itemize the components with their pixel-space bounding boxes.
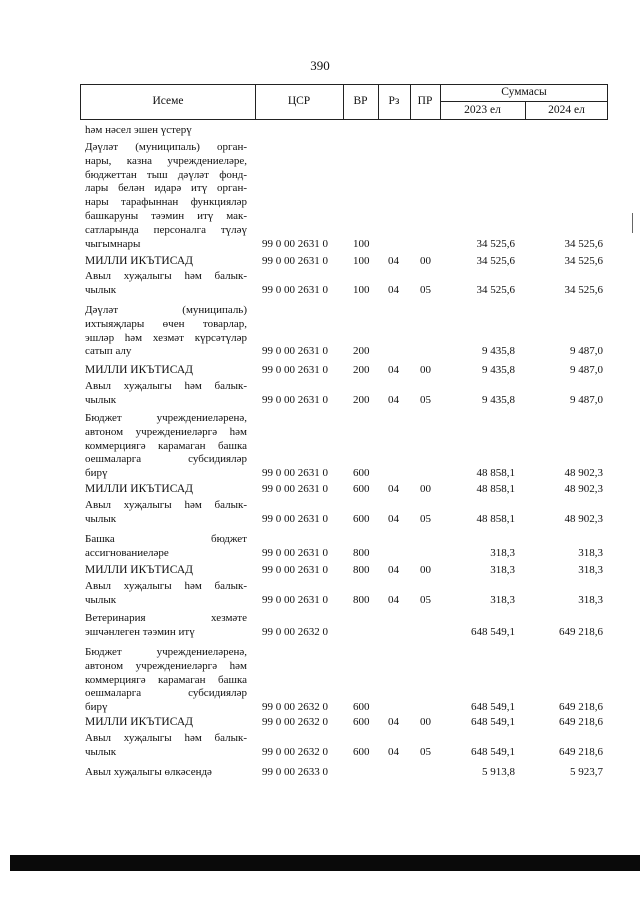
row-name-line: Авыл хуҗалыгы һәм балык- xyxy=(85,580,247,592)
row-name-line: чыгымнары xyxy=(85,237,141,250)
row-name xyxy=(85,380,247,408)
row-name-line: чылык xyxy=(85,393,117,406)
row-pr: 05 xyxy=(420,283,431,296)
row-name xyxy=(85,732,247,760)
row-csr: 99 0 00 2632 0 xyxy=(262,625,328,638)
row-name xyxy=(85,124,247,138)
row-rz: 04 xyxy=(388,716,399,728)
header-top-border xyxy=(80,84,608,85)
row-sum-2024: 318,3 xyxy=(578,546,603,559)
row-sum-2024: 48 902,3 xyxy=(564,483,603,495)
row-name-line: чылык xyxy=(85,512,117,525)
row-csr: 99 0 00 2631 0 xyxy=(262,237,328,250)
header-sums: Суммасы xyxy=(501,86,547,98)
row-csr: 99 0 00 2631 0 xyxy=(262,467,328,480)
row-name-line: МИЛЛИ ИКЪТИСАД xyxy=(85,564,193,576)
row-name-line: МИЛЛИ ИКЪТИСАД xyxy=(85,716,193,728)
row-name xyxy=(85,270,247,298)
row-csr: 99 0 00 2631 0 xyxy=(262,283,328,296)
row-csr: 99 0 00 2631 0 xyxy=(262,546,328,559)
header-mid-border xyxy=(440,101,608,102)
row-name-line: ассигнованиеләре xyxy=(85,546,169,559)
row-name-line: башкаруны тәэмин итү мак- xyxy=(85,209,247,222)
row-sum-2023: 648 549,1 xyxy=(471,745,515,758)
row-name xyxy=(85,141,247,251)
row-name-line: бирү xyxy=(85,701,108,714)
row-sum-2023: 34 525,6 xyxy=(476,255,515,267)
row-pr: 00 xyxy=(420,564,431,576)
row-name-line: бюджеттан тыш дәүләт фонд- xyxy=(85,168,247,181)
row-name-line: Башка бюджет xyxy=(85,533,247,545)
row-sum-2023: 9 435,8 xyxy=(482,393,515,406)
row-csr: 99 0 00 2631 0 xyxy=(262,345,328,358)
row-csr: 99 0 00 2631 0 xyxy=(262,564,328,576)
row-sum-2024: 9 487,0 xyxy=(570,364,603,376)
row-vr: 100 xyxy=(353,255,370,267)
row-name-line: Бюджет учреждениеләренә, xyxy=(85,412,247,424)
row-csr: 99 0 00 2631 0 xyxy=(262,364,328,376)
row-name-line: Авыл хуҗалыгы һәм балык- xyxy=(85,270,247,282)
row-name-line: оешмаларга субсидияләр xyxy=(85,453,247,466)
header-pr: ПР xyxy=(417,95,433,107)
row-sum-2023: 318,3 xyxy=(490,593,515,606)
row-pr: 00 xyxy=(420,716,431,728)
row-name xyxy=(85,499,247,527)
row-vr: 200 xyxy=(353,345,370,358)
header-name: Исеме xyxy=(152,95,184,107)
row-pr: 05 xyxy=(420,593,431,606)
row-pr: 00 xyxy=(420,255,431,267)
row-sum-2023: 648 549,1 xyxy=(471,701,515,714)
row-sum-2023: 318,3 xyxy=(490,546,515,559)
row-name xyxy=(85,483,247,497)
row-sum-2024: 649 218,6 xyxy=(559,625,603,638)
row-name xyxy=(85,564,247,578)
row-name-line: һәм нәсел эшен үстерү xyxy=(85,124,192,136)
row-name-line: сатып алу xyxy=(85,345,132,358)
row-name-line: эшчәнлеген тәэмин итү xyxy=(85,625,195,638)
row-sum-2024: 9 487,0 xyxy=(570,345,603,358)
row-vr: 600 xyxy=(353,483,370,495)
row-name xyxy=(85,364,247,378)
row-sum-2023: 48 858,1 xyxy=(476,467,515,480)
row-name xyxy=(85,716,247,730)
row-name xyxy=(85,304,247,359)
header-vr: ВР xyxy=(353,95,368,107)
row-name-line: Дәүләт (муниципаль) xyxy=(85,304,247,316)
row-sum-2023: 648 549,1 xyxy=(471,716,515,728)
row-sum-2023: 318,3 xyxy=(490,564,515,576)
row-csr: 99 0 00 2632 0 xyxy=(262,716,328,728)
row-sum-2024: 48 902,3 xyxy=(564,512,603,525)
row-vr: 600 xyxy=(353,745,370,758)
row-name-line: МИЛЛИ ИКЪТИСАД xyxy=(85,364,193,376)
row-csr: 99 0 00 2632 0 xyxy=(262,701,328,714)
row-name xyxy=(85,412,247,481)
row-csr: 99 0 00 2631 0 xyxy=(262,483,328,495)
row-sum-2024: 5 923,7 xyxy=(570,766,603,778)
row-vr: 100 xyxy=(353,283,370,296)
row-name-line: чылык xyxy=(85,745,117,758)
row-name xyxy=(85,646,247,715)
row-name-line: Авыл хуҗалыгы һәм балык- xyxy=(85,732,247,744)
row-name-line: Ветеринария хезмәте xyxy=(85,612,247,624)
row-rz: 04 xyxy=(388,364,399,376)
row-sum-2023: 9 435,8 xyxy=(482,345,515,358)
row-csr: 99 0 00 2633 0 xyxy=(262,766,328,778)
row-name-line: МИЛЛИ ИКЪТИСАД xyxy=(85,483,193,495)
page-number: 390 xyxy=(310,58,330,73)
row-sum-2023: 48 858,1 xyxy=(476,483,515,495)
row-name xyxy=(85,612,247,640)
row-vr: 600 xyxy=(353,467,370,480)
row-csr: 99 0 00 2631 0 xyxy=(262,393,328,406)
row-name xyxy=(85,766,247,780)
header-csr: ЦСР xyxy=(287,95,311,107)
row-rz: 04 xyxy=(388,564,399,576)
row-sum-2023: 48 858,1 xyxy=(476,512,515,525)
row-name-line: коммерциягә карамаган башка xyxy=(85,439,247,452)
row-sum-2023: 34 525,6 xyxy=(476,237,515,250)
row-name-line: Дәүләт (муниципаль) орган- xyxy=(85,141,247,153)
header-bottom-border xyxy=(80,119,608,120)
row-name-line: ихтыяҗлары өчен товарлар, xyxy=(85,317,247,330)
row-name-line: эшләр һәм хезмәт күрсәтүләр xyxy=(85,331,247,344)
row-name-line: Авыл хуҗалыгы һәм балык- xyxy=(85,380,247,392)
header-year-2024: 2024 ел xyxy=(548,104,585,116)
row-sum-2024: 318,3 xyxy=(578,593,603,606)
row-vr: 200 xyxy=(353,393,370,406)
row-name xyxy=(85,533,247,561)
row-rz: 04 xyxy=(388,512,399,525)
row-rz: 04 xyxy=(388,745,399,758)
row-sum-2023: 9 435,8 xyxy=(482,364,515,376)
row-pr: 00 xyxy=(420,483,431,495)
row-vr: 800 xyxy=(353,593,370,606)
row-name-line: Авыл хуҗалыгы өлкәсендә xyxy=(85,766,212,778)
row-name-line: нары тарафыннан функцияләр xyxy=(85,196,247,209)
row-csr: 99 0 00 2631 0 xyxy=(262,512,328,525)
row-sum-2023: 34 525,6 xyxy=(476,283,515,296)
row-sum-2024: 318,3 xyxy=(578,564,603,576)
header-year-2023: 2023 ел xyxy=(464,104,501,116)
row-sum-2024: 34 525,6 xyxy=(564,237,603,250)
row-vr: 800 xyxy=(353,546,370,559)
row-vr: 200 xyxy=(353,364,370,376)
row-rz: 04 xyxy=(388,483,399,495)
row-name-line: Авыл хуҗалыгы һәм балык- xyxy=(85,499,247,511)
row-sum-2024: 34 525,6 xyxy=(564,255,603,267)
row-vr: 600 xyxy=(353,512,370,525)
row-csr: 99 0 00 2632 0 xyxy=(262,745,328,758)
row-csr: 99 0 00 2631 0 xyxy=(262,593,328,606)
row-name-line: автоном учреждениеләргә һәм xyxy=(85,659,247,672)
row-vr: 600 xyxy=(353,701,370,714)
row-sum-2024: 34 525,6 xyxy=(564,283,603,296)
row-vr: 100 xyxy=(353,237,370,250)
row-name xyxy=(85,255,247,269)
row-pr: 05 xyxy=(420,512,431,525)
row-sum-2023: 648 549,1 xyxy=(471,625,515,638)
row-sum-2024: 48 902,3 xyxy=(564,467,603,480)
row-name-line: чылык xyxy=(85,283,117,296)
row-rz: 04 xyxy=(388,283,399,296)
row-name-line: МИЛЛИ ИКЪТИСАД xyxy=(85,255,193,267)
row-vr: 800 xyxy=(353,564,370,576)
row-vr: 600 xyxy=(353,716,370,728)
row-rz: 04 xyxy=(388,393,399,406)
row-pr: 00 xyxy=(420,364,431,376)
row-name-line: коммерциягә карамаган башка xyxy=(85,673,247,686)
row-name-line: автоном учреждениеләргә һәм xyxy=(85,425,247,438)
row-name xyxy=(85,580,247,608)
row-name-line: лары белән идарә итү орган- xyxy=(85,182,247,195)
row-rz: 04 xyxy=(388,255,399,267)
row-pr: 05 xyxy=(420,393,431,406)
row-name-line: чылык xyxy=(85,593,117,606)
row-name-line: бирү xyxy=(85,467,108,480)
row-name-line: нары, казна учреждениеләре, xyxy=(85,154,247,167)
margin-mark xyxy=(632,213,633,233)
row-sum-2024: 649 218,6 xyxy=(559,745,603,758)
row-sum-2023: 5 913,8 xyxy=(482,766,515,778)
row-name-line: Бюджет учреждениеләренә, xyxy=(85,646,247,658)
scan-bottom-border xyxy=(10,855,640,871)
row-sum-2024: 649 218,6 xyxy=(559,716,603,728)
header-rz: Рз xyxy=(388,95,400,107)
row-csr: 99 0 00 2631 0 xyxy=(262,255,328,267)
row-sum-2024: 649 218,6 xyxy=(559,701,603,714)
row-name-line: оешмаларга субсидияләр xyxy=(85,687,247,700)
row-sum-2024: 9 487,0 xyxy=(570,393,603,406)
row-rz: 04 xyxy=(388,593,399,606)
row-pr: 05 xyxy=(420,745,431,758)
row-name-line: сатларында персоналга түләү xyxy=(85,223,247,236)
